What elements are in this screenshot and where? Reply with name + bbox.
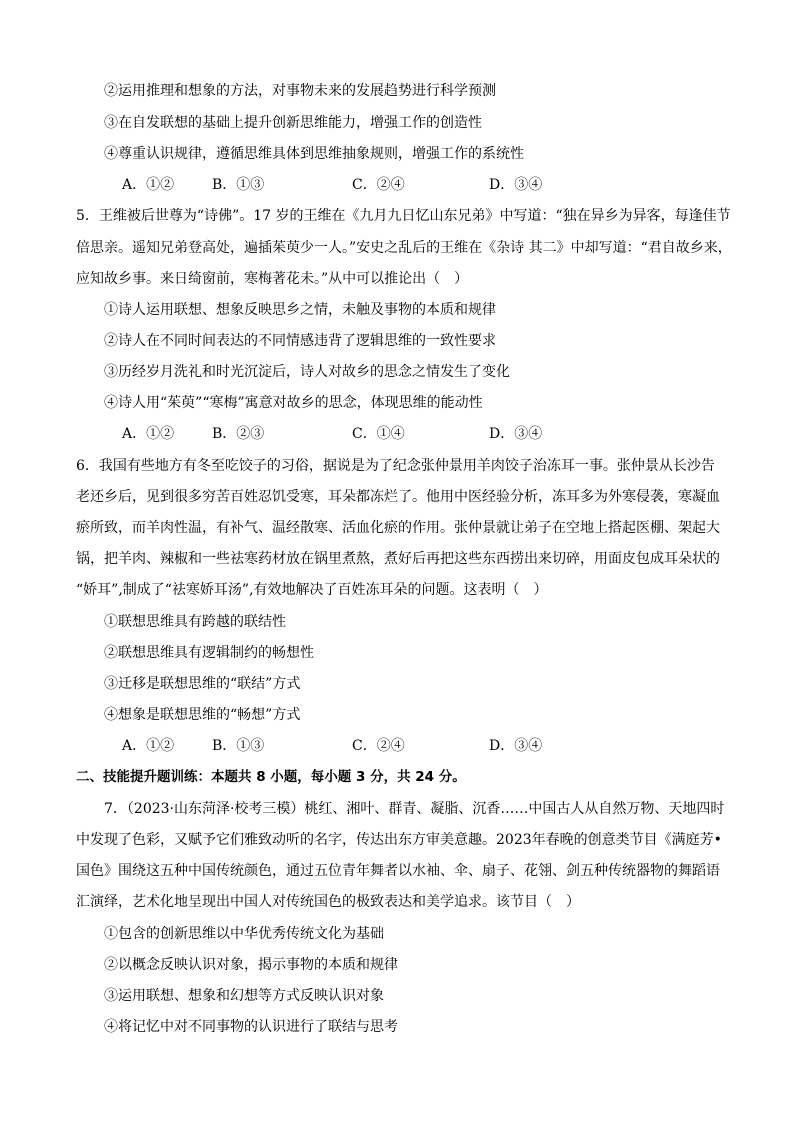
q4-choice-a: A．①② [122, 177, 175, 193]
q6-option-3: ③迁移是联想思维的“联结”方式 [104, 676, 301, 692]
q5-stem-line-1: 5．王维被后世尊为“诗佛”。17 岁的王维在《九月九日忆山东兄弟》中写道：“独在异乡为异客，每逢佳节 [76, 208, 731, 224]
q7-option-2: ②以概念反映认识对象，揭示事物的本质和规律 [104, 957, 398, 973]
q6-stem-line-4: 锅，把羊肉、辣椒和一些祛寒药材放在锅里煮熬，煮好后再把这些东西捞出来切碎，用面皮包成耳朵状的 [76, 551, 720, 567]
q6-stem-line-2: 老还乡后，见到很多穷苦百姓忍饥受寒，耳朵都冻烂了。他用中医经验分析，冻耳多为外寒侵袭，寒凝血 [76, 489, 720, 505]
q5-option-1: ①诗人运用联想、想象反映思乡之情，未触及事物的本质和规律 [104, 302, 496, 318]
q7-stem-line-3: 国色》围绕这五种中国传统颜色，通过五位青年舞者以水袖、伞、扇子、花翎、剑五种传统器物的舞蹈语 [76, 863, 720, 879]
q7-stem-line-4: 汇演绎，艺术化地呈现出中国人对传统国色的极致表达和美学追求。该节目（ ） [76, 894, 580, 910]
q7-stem-line-1: 7．（2023·山东菏泽·校考三模）桃红、湘叶、群青、凝脂、沉香……中国古人从自然万物、天地四时 [104, 801, 725, 817]
q6-choice-c: C．②④ [352, 738, 405, 754]
q5-stem-line-3: 应知故乡事。来日绮窗前，寒梅著花未。”从中可以推论出（ ） [76, 271, 469, 287]
q7-option-4: ④将记忆中对不同事物的认识进行了联结与思考 [104, 1019, 398, 1035]
q4-choices [122, 175, 722, 195]
q7-stem-line-2: 中发现了色彩，又赋予它们雅致动听的名字，传达出东方审美意趣。2023年春晚的创意类节目《满庭芳• [76, 832, 722, 848]
q5-option-4: ④诗人用“茱萸”“寒梅”寓意对故乡的思念，体现思维的能动性 [104, 395, 483, 411]
q5-stem-line-2: 倍思亲。遥知兄弟登高处，遍插茱萸少一人。”安史之乱后的王维在《杂诗 其二》中却写道：“君自故乡来， [76, 240, 732, 256]
q4-choice-d: D．③④ [489, 177, 543, 193]
q5-choice-c: C．①④ [352, 426, 405, 442]
q6-choice-a: A．①② [122, 738, 175, 754]
q5-choice-a: A．①② [122, 426, 175, 442]
q4-option-3: ③在自发联想的基础上提升创新思维能力，增强工作的创造性 [104, 115, 482, 131]
q6-stem-line-1: 6．我国有些地方有冬至吃饺子的习俗，据说是为了纪念张仲景用羊肉饺子治冻耳一事。张仲景从长沙告 [76, 458, 715, 474]
q6-option-2: ②联想思维具有逻辑制约的畅想性 [104, 645, 314, 661]
q4-choice-c: C．②④ [352, 177, 405, 193]
q4-choice-b: B．①③ [212, 177, 265, 193]
q6-option-4: ④想象是联想思维的“畅想”方式 [104, 707, 301, 723]
q5-choice-b: B．②③ [212, 426, 265, 442]
q5-choices [122, 424, 722, 444]
q5-option-2: ②诗人在不同时间表达的不同情感违背了逻辑思维的一致性要求 [104, 333, 496, 349]
q6-choice-d: D．③④ [489, 738, 543, 754]
q7-option-1: ①包含的创新思维以中华优秀传统文化为基础 [104, 926, 384, 942]
q6-stem-line-3: 瘀所致，而羊肉性温，有补气、温经散寒、活血化瘀的作用。张仲景就让弟子在空地上搭起医棚、架起大 [76, 520, 720, 536]
q5-option-3: ③历经岁月洗礼和时光沉淀后，诗人对故乡的思念之情发生了变化 [104, 364, 510, 380]
q7-option-3: ③运用联想、想象和幻想等方式反映认识对象 [104, 988, 384, 1004]
q6-option-1: ①联想思维具有跨越的联结性 [104, 614, 286, 630]
section-2-heading: 二、技能提升题训练：本题共 8 小题，每小题 3 分，共 24 分。 [76, 769, 466, 785]
q6-stem-line-5: “娇耳”,制成了“祛寒娇耳汤”,有效地解决了百姓冻耳朵的问题。这表明（ ） [76, 582, 548, 598]
q4-option-4: ④尊重认识规律，遵循思维具体到思维抽象规则，增强工作的系统性 [104, 146, 524, 162]
q6-choice-b: B．①③ [212, 738, 265, 754]
q4-option-2: ②运用推理和想象的方法，对事物未来的发展趋势进行科学预测 [104, 83, 496, 99]
q5-choice-d: D．③④ [489, 426, 543, 442]
q6-choices [122, 736, 722, 756]
